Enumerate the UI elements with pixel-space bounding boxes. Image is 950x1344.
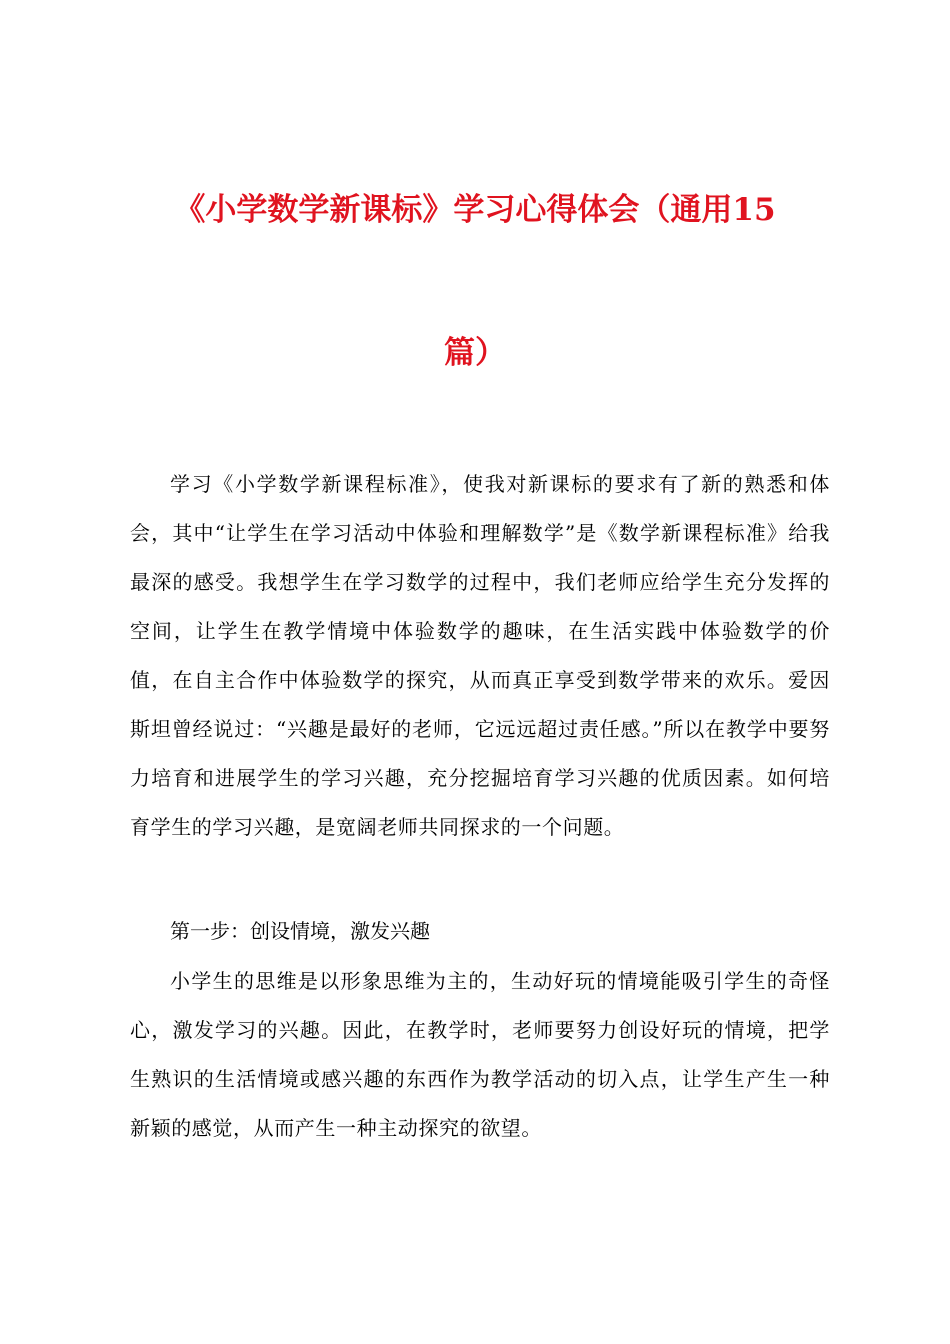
paragraph-step-one: 小学生的思维是以形象思维为主的，生动好玩的情境能吸引学生的奇怪心，激发学习的兴趣。因此，在教学时，老师要努力创设好玩的情境，把学生熟识的生活情境或感兴趣的东西作为教学活动的切入点，让学生产生一种新颖的感觉，从而产生一种主动探究的欲望。 — [130, 969, 830, 1140]
document-title-line-1: 《小学数学新课标》学习心得体会（通用15 — [174, 192, 776, 228]
section-heading-step-one: 第一步：创设情境，激发兴趣 — [170, 919, 430, 943]
paragraph-intro: 学习《小学数学新课程标准》，使我对新课标的要求有了新的熟悉和体会，其中“让学生在学习活动中体验和理解数学”是《数学新课程标准》给我最深的感受。我想学生在学习数学的过程中，我们老师应给学生充分发挥的空间，让学生在教学情境中体验数学的趣味，在生活实践中体验数学的价值，在自主合作中体验数学的探究，从而真正享受到数学带来的欢乐。爱因斯坦曾经说过：“兴趣是最好的老师，它远远超过责任感。”所以在教学中要努力培育和进展学生的学习兴趣，充分挖掘培育学习兴趣的优质因素。如何培育学生的学习兴趣，是宽阔老师共同探求的一个问题。 — [130, 472, 830, 839]
document-title-line-2: 篇） — [444, 335, 506, 371]
